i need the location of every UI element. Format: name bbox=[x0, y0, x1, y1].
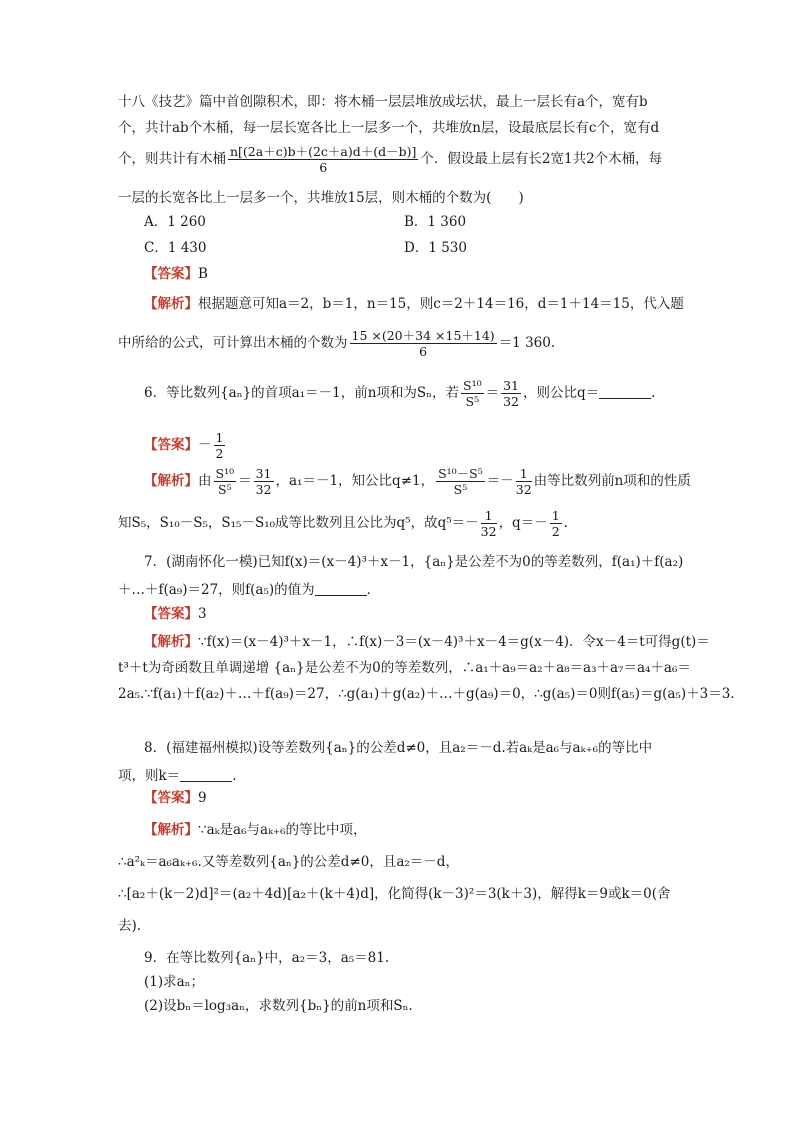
q6-explanation-line-2: 知S₅，S₁₀－S₅，S₁₅－S₁₀成等比数列且公比为q⁵，故q⁵＝－ $\frac{1}{32}$ ，q＝－ $\frac{1}{2}$ . bbox=[118, 508, 568, 539]
q6-answer-blank bbox=[599, 384, 651, 399]
q6-value-fraction: $\frac{31}{32}$ bbox=[503, 378, 519, 409]
q6-exp-fraction-2: $\frac{31}{32}$ bbox=[255, 466, 272, 497]
q9-part-1: (1)求aₙ； bbox=[144, 974, 205, 990]
q6-explanation-line-1: 【解析】由 $\frac{\text{S¹⁰}}{\text{S⁵}}$ ＝ $\frac{31}{32}$ ，a₁＝－1，知公比q≠1， $\frac{\text{S¹⁰－S⁵}}{\text{S⁵}}$ ＝－ $\frac{1}{32}$ 由等比数列前n项和的性质 bbox=[144, 466, 691, 497]
q5-option-b: B．1 360 bbox=[404, 214, 467, 230]
q6-exp-fraction-1: $\frac{\text{S¹⁰}}{\text{S⁵}}$ bbox=[215, 466, 235, 497]
q8-answer: 【答案】9 bbox=[144, 790, 207, 806]
q7-answer-blank bbox=[315, 581, 367, 596]
q6-exp-fraction-5: $\frac{1}{32}$ bbox=[480, 508, 497, 539]
q5-explanation-line-1: 【解析】根据题意可知a＝2，b＝1，n＝15，则c＝2＋14＝16，d＝1＋14＝15，代入题 bbox=[144, 296, 684, 312]
q7-stem-line-2: ＋…＋f(a₉)＝27，则f(a₅)的值为 ． bbox=[118, 582, 381, 598]
q6-exp-fraction-3: $\frac{\text{S¹⁰－S⁵}}{\text{S⁵}}$ bbox=[438, 466, 483, 497]
q5-option-d: D．1 530 bbox=[404, 240, 467, 256]
q5-formula-fraction: $\frac{n[(2a+c)b+(2c+a)d+(d-b)]}{6}$ bbox=[230, 144, 417, 175]
q7-explanation-line-3: 2a₅.∵f(a₁)＋f(a₂)＋…＋f(a₉)＝27，∴g(a₁)＋g(a₂)＋…＋g(a₉)＝0，∴g(a₅)＝0则f(a₅)＝g(a₅)＋3＝3. bbox=[118, 686, 735, 702]
q8-explanation-line-1: 【解析】∵aₖ是a₆与aₖ₊₆的等比中项， bbox=[144, 822, 367, 838]
q5-stem-line-1: 十八《技艺》篇中首创隙积术，即：将木桶一层层堆放成坛状，最上一层长有a个，宽有b bbox=[118, 94, 648, 110]
q6-exp-fraction-4: $\frac{1}{32}$ bbox=[515, 466, 532, 497]
q8-explanation-line-2: ∴a²ₖ＝a₆aₖ₊₆.又等差数列{aₙ}的公差d≠0，且a₂＝－d， bbox=[118, 854, 459, 870]
q8-answer-blank bbox=[180, 767, 232, 782]
q5-answer: 【答案】B bbox=[144, 266, 208, 282]
q6-stem: 6．等比数列{aₙ}的首项a₁＝－1，前n项和为Sₙ，若 $\frac{\text{S¹⁰}}{\text{S⁵}}$ ＝ $\frac{31}{32}$ ，则公比q＝ . bbox=[144, 378, 656, 409]
q5-stem-line-2: 个，共计ab个木桶，每一层长宽各比上一层多一个，共堆放n层，设最底层长有c个，宽有d bbox=[118, 120, 660, 136]
q8-stem-line-2: 项，则k＝ . bbox=[118, 768, 237, 784]
q7-stem-line-1: 7．(湖南怀化一模)已知f(x)＝(x－4)³＋x－1，{aₙ}是公差不为0的等差数列，f(a₁)＋f(a₂) bbox=[144, 554, 684, 570]
q6-answer-fraction: $\frac{1}{2}$ bbox=[215, 430, 224, 461]
q5-explanation-line-2: 中所给的公式，可计算出木桶的个数为 $\frac{15 \times(20+34 \times 15+14)}{6}$ ＝1 360. bbox=[118, 328, 556, 359]
q5-stem-line-3: 个，则共计有木桶 $\frac{n[(2a+c)b+(2c+a)d+(d-b)]}{6}$ 个．假设最上层有长2宽1共2个木桶，每 bbox=[118, 144, 663, 175]
q6-exp-fraction-6: $\frac{1}{2}$ bbox=[551, 508, 560, 539]
q6-ratio-fraction: $\frac{\text{S¹⁰}}{\text{S⁵}}$ bbox=[463, 378, 482, 409]
q9-stem-line-1: 9．在等比数列{aₙ}中，a₂＝3，a₅＝81. bbox=[144, 950, 390, 966]
q5-option-c: C．1 430 bbox=[144, 240, 207, 256]
q7-answer: 【答案】3 bbox=[144, 606, 207, 622]
q5-stem-line-4: 一层的长宽各比上一层多一个，共堆放15层，则木桶的个数为( ) bbox=[118, 190, 524, 206]
q8-explanation-line-3: ∴[a₂＋(k－2)d]²＝(a₂＋4d)[a₂＋(k＋4)d]，化简得(k－3)²＝3(k＋3)，解得k＝9或k＝0(舍 bbox=[118, 886, 671, 902]
q5-calc-fraction: $\frac{15 \times(20+34 \times 15+14)}{6}$ bbox=[351, 328, 495, 359]
q6-answer: 【答案】－ $\frac{1}{2}$ bbox=[144, 430, 224, 461]
q9-part-2: (2)设bₙ＝log₃aₙ，求数列{bₙ}的前n项和Sₙ. bbox=[144, 998, 413, 1014]
q8-explanation-line-4: 去). bbox=[118, 918, 142, 934]
q7-explanation-line-2: t³＋t为奇函数且单调递增 {aₙ}是公差不为0的等差数列，∴a₁＋a₉＝a₂＋a₈＝a₃＋a₇＝a₄＋a₆＝ bbox=[118, 660, 691, 676]
q8-stem-line-1: 8．(福建福州模拟)设等差数列{aₙ}的公差d≠0，且a₂＝－d.若aₖ是a₆与aₖ₊₆的等比中 bbox=[144, 740, 653, 756]
q7-explanation-line-1: 【解析】∵f(x)＝(x－4)³＋x－1，∴f(x)－3＝(x－4)³＋x－4＝g(x－4)．令x－4＝t可得g(t)＝ bbox=[144, 634, 710, 650]
q5-option-a: A．1 260 bbox=[144, 214, 206, 230]
